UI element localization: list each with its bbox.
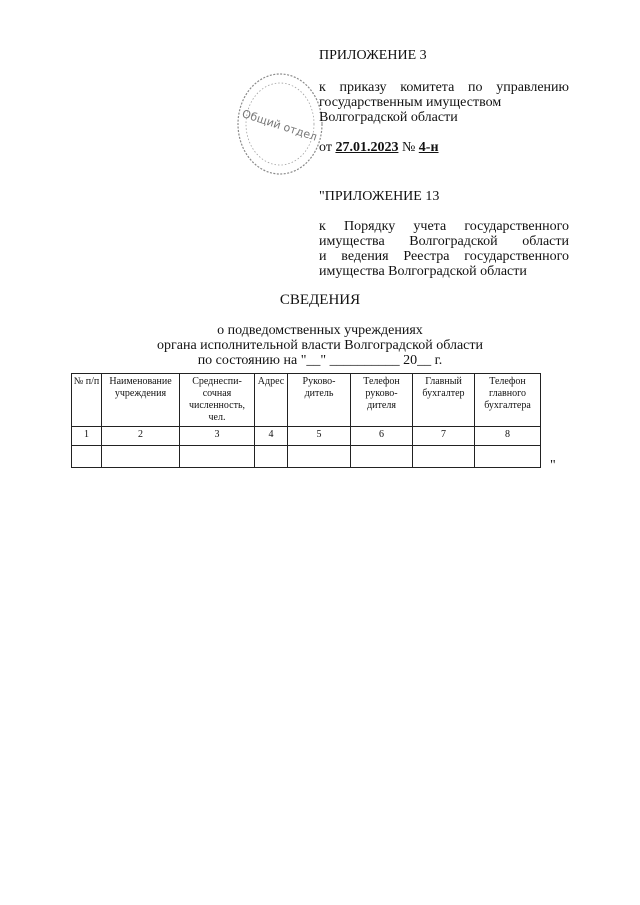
table-header-row	[72, 374, 541, 427]
order-number: 4-н	[418, 140, 439, 155]
table-cell	[413, 446, 475, 468]
header-cell: Среднеспи-сочная численность, чел.	[180, 374, 255, 427]
number-cell: 8	[475, 427, 541, 446]
number-cell: 4	[255, 427, 288, 446]
table-cell	[475, 446, 541, 468]
office-stamp	[232, 67, 328, 181]
number-cell: 1	[72, 427, 102, 446]
header-cell: Адрес	[255, 374, 288, 427]
table-cell	[255, 446, 288, 468]
appendix13-title: "ПРИЛОЖЕНИЕ 13	[319, 189, 440, 204]
appendix13-line-3: и ведения Реестра государственного	[319, 249, 569, 264]
table-cell	[288, 446, 351, 468]
appendix-line-1: к приказу комитета по управлению	[319, 80, 569, 95]
header-cell: Телефон главного бухгалтера	[475, 374, 541, 427]
appendix-line-2: государственным имуществом	[319, 95, 502, 110]
closing-quote: "	[550, 458, 556, 473]
appendix-line-3: Волгоградской области	[319, 110, 458, 125]
date-prefix: от	[319, 140, 332, 155]
table-row	[72, 446, 541, 468]
document-heading: СВЕДЕНИЯ	[279, 292, 361, 308]
appendix-title: ПРИЛОЖЕНИЕ 3	[319, 48, 427, 63]
stamp-text: Общий отдел	[240, 107, 319, 144]
heading-sub-2: органа исполнительной власти Волгоградской области	[157, 338, 483, 353]
table-cell	[102, 446, 180, 468]
number-cell: 2	[102, 427, 180, 446]
table-number-row	[72, 427, 541, 446]
header-cell: Наименование учреждения	[102, 374, 180, 427]
table-cell	[72, 446, 102, 468]
institutions-table	[71, 373, 541, 468]
number-cell: 7	[413, 427, 475, 446]
header-cell: Телефон руково-дителя	[351, 374, 413, 427]
number-cell: 5	[288, 427, 351, 446]
order-date: 27.01.2023	[335, 140, 399, 155]
number-sign: №	[401, 140, 416, 155]
header-cell: № п/п	[72, 374, 102, 427]
appendix13-line-1: к Порядку учета государственного	[319, 219, 569, 234]
appendix-date-line	[319, 140, 439, 156]
number-cell: 6	[351, 427, 413, 446]
table-cell	[351, 446, 413, 468]
number-cell: 3	[180, 427, 255, 446]
header-cell: Руково-дитель	[288, 374, 351, 427]
appendix13-line-2: имущества Волгоградской области	[319, 234, 569, 249]
header-cell: Главный бухгалтер	[413, 374, 475, 427]
heading-sub-3: по состоянию на "__" __________ 20__ г.	[197, 353, 443, 368]
table-cell	[180, 446, 255, 468]
appendix13-line-4: имущества Волгоградской области	[319, 264, 527, 279]
heading-sub-1: о подведомственных учреждениях	[217, 323, 423, 338]
